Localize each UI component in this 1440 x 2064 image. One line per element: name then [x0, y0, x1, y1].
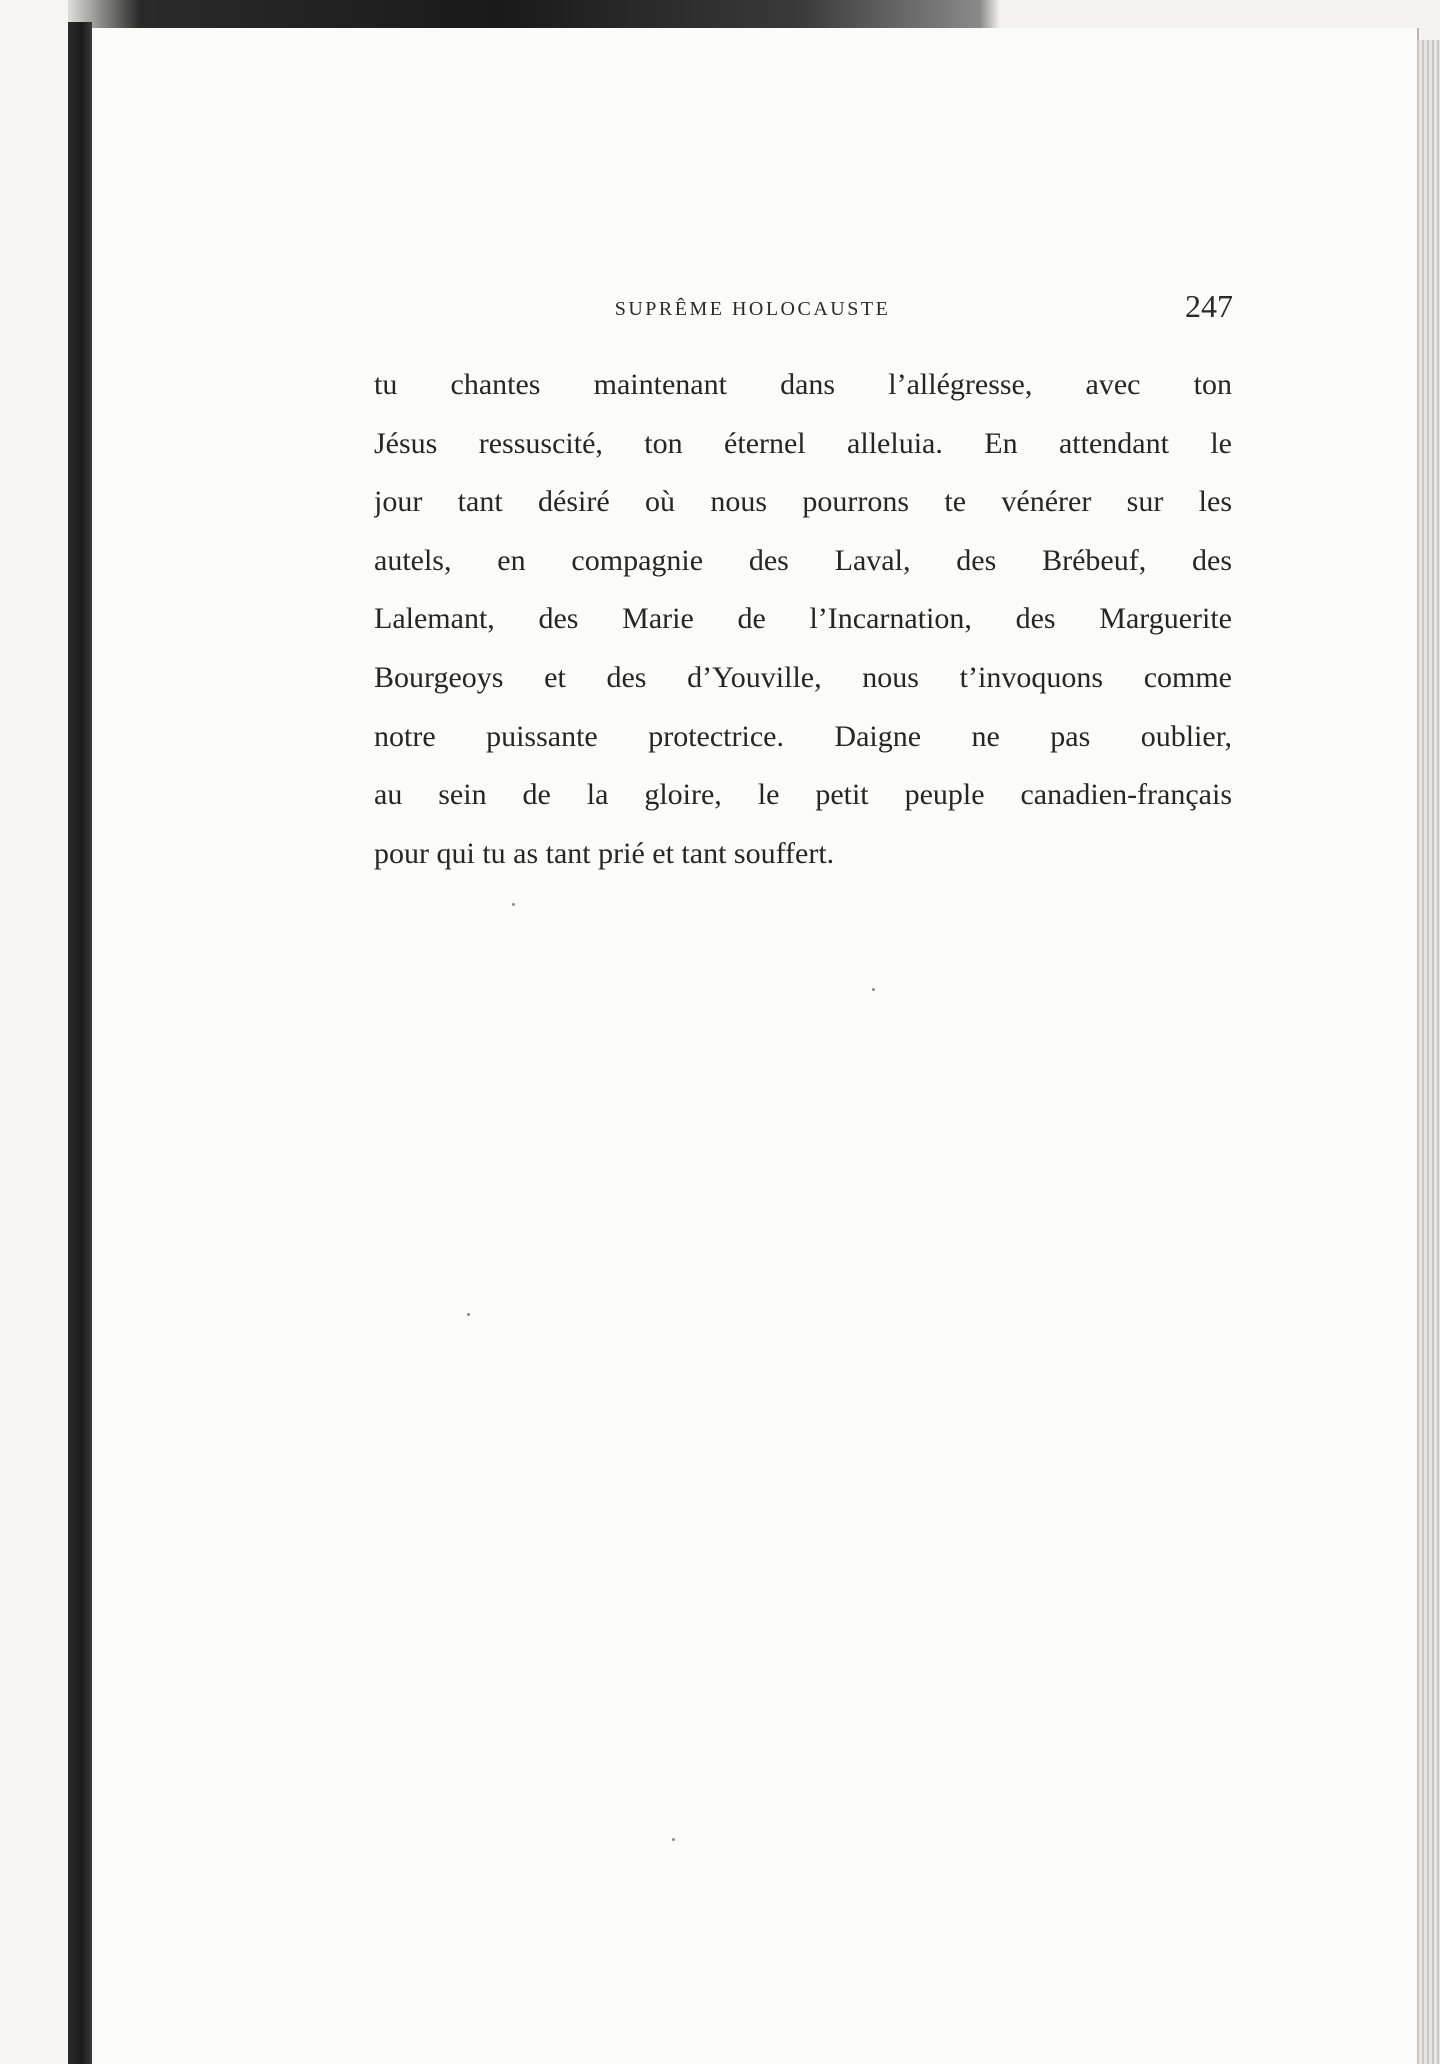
- scan-top-edge: [0, 0, 1440, 30]
- paper-speck: [512, 903, 515, 906]
- text-line: tu chantes maintenant dans l’allégresse, avec ton: [374, 368, 1232, 401]
- running-head: [272, 286, 1233, 336]
- text-line: pour qui tu as tant prié et tant souffert.: [374, 836, 835, 870]
- paper-speck: [672, 1838, 675, 1841]
- body-text: [374, 356, 1232, 883]
- text-line: Lalemant, des Marie de l’Incarnation, des Marguerite: [374, 602, 1232, 636]
- left-page-remnant: [0, 0, 68, 2064]
- text-line: Jésus ressuscité, ton éternel alleluia. En attendant le: [374, 426, 1232, 460]
- page-stack-edge: [1417, 40, 1440, 2064]
- book-page: [92, 28, 1419, 2064]
- text-line: jour tant désiré où nous pourrons te vénérer sur les: [374, 485, 1232, 519]
- paper-speck: [872, 988, 875, 991]
- book-spine: [68, 22, 92, 2064]
- page-number: 247: [1185, 288, 1233, 324]
- text-line: autels, en compagnie des Laval, des Brébeuf, des: [374, 543, 1232, 577]
- text-line: Bourgeoys et des d’Youville, nous t’invoquons comme: [374, 660, 1232, 694]
- running-head-title: SUPRÊME HOLOCAUSTE: [614, 298, 891, 320]
- text-line: notre puissante protectrice. Daigne ne pas oublier,: [374, 719, 1232, 753]
- text-line: au sein de la gloire, le petit peuple canadien-français: [374, 778, 1232, 812]
- paper-speck: [467, 1313, 470, 1316]
